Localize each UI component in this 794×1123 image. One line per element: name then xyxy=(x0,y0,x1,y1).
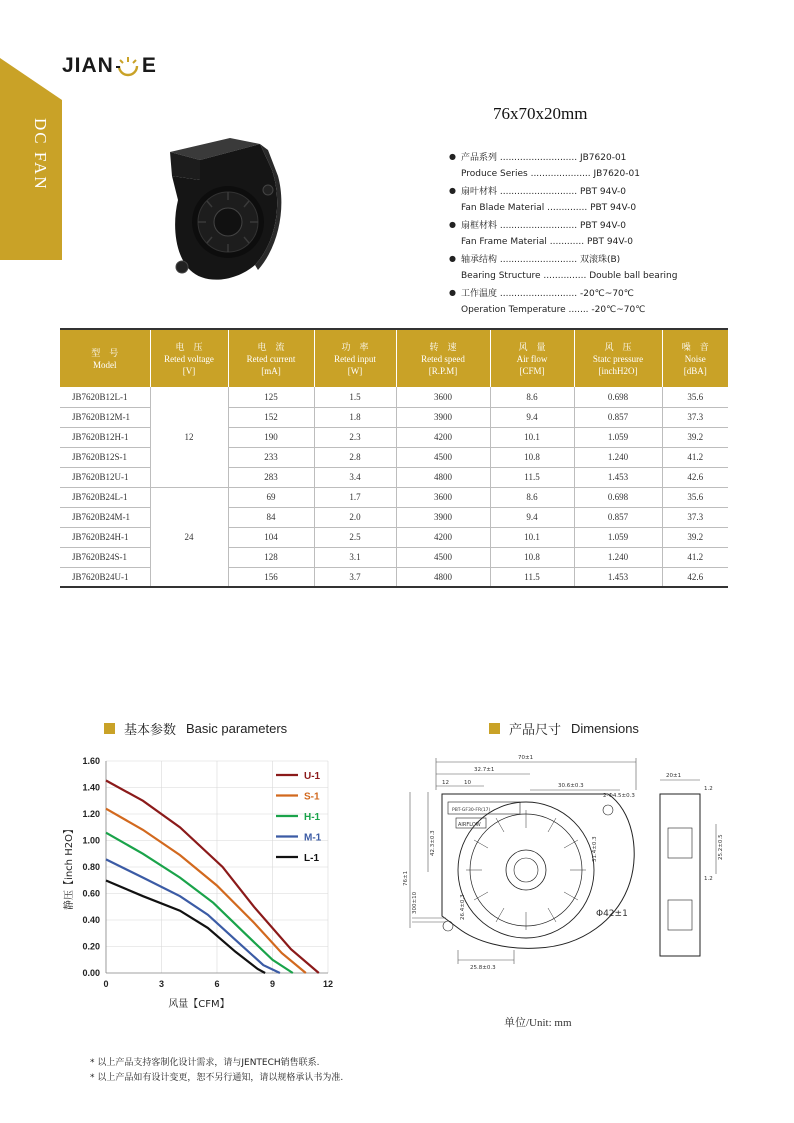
spec-row xyxy=(449,148,699,165)
header-line: 风 压 xyxy=(604,341,632,352)
cell-flow: 10.1 xyxy=(490,427,574,447)
airflow-label: AIRFLOW xyxy=(458,822,481,828)
cell-power: 3.4 xyxy=(314,467,396,487)
cell-flow: 9.4 xyxy=(490,507,574,527)
header-line: [inchH2O] xyxy=(598,365,638,376)
series-line-H-1 xyxy=(106,833,293,973)
spec-row xyxy=(449,199,699,216)
header-line: Reted voltage xyxy=(164,353,214,364)
series-line-L-1 xyxy=(106,881,265,974)
y-tick-label: 1.60 xyxy=(82,756,100,766)
footnote-2: * 以上产品如有设计变更，恕不另行通知，请以规格承认书为准. xyxy=(90,1073,344,1083)
dim-w1: 32.7±1 xyxy=(474,767,495,773)
cell-speed: 4500 xyxy=(396,447,490,467)
cell-noise: 42.6 xyxy=(662,467,728,487)
table-row xyxy=(60,387,728,407)
dim-width: 70±1 xyxy=(518,755,534,761)
dim-w2: 10 xyxy=(464,780,471,786)
spec-text: 轴承结构 ........................... 双滚珠(B) xyxy=(461,255,621,265)
footnotes xyxy=(90,1056,343,1086)
cell-power: 1.8 xyxy=(314,407,396,427)
legend-label: L-1 xyxy=(304,853,319,864)
dim-bottom: 25.8±0.3 xyxy=(470,965,496,971)
dim-lead: 300±10 xyxy=(412,891,418,914)
cell-current: 233 xyxy=(228,447,314,467)
spec-text: Bearing Structure ............... Double ball bearing xyxy=(461,270,678,281)
cell-model: JB7620B12U-1 xyxy=(60,467,150,487)
cell-flow: 11.5 xyxy=(490,567,574,587)
dim-h-low: 26.4±0.3 xyxy=(460,894,466,920)
legend-label: U-1 xyxy=(304,771,321,782)
cell-noise: 37.3 xyxy=(662,407,728,427)
spec-row xyxy=(449,284,699,301)
table-header-cell xyxy=(490,329,574,387)
footnote-1: * 以上产品支持客制化设计需求，请与JENTECH销售联系. xyxy=(90,1058,320,1068)
brand-logo xyxy=(62,54,157,78)
cell-model: JB7620B24L-1 xyxy=(60,487,150,507)
table-header-cell xyxy=(396,329,490,387)
cell-speed: 4200 xyxy=(396,527,490,547)
cell-model: JB7620B24U-1 xyxy=(60,567,150,587)
x-tick-label: 9 xyxy=(269,979,276,989)
dim-dia: Φ42±1 xyxy=(596,909,628,919)
dim-h-left: 42.3±0.3 xyxy=(430,830,436,856)
cell-pressure: 1.240 xyxy=(574,447,662,467)
cell-pressure: 1.240 xyxy=(574,547,662,567)
bullet-dot-icon: ● xyxy=(449,254,456,263)
cell-model: JB7620B24S-1 xyxy=(60,547,150,567)
header-line: 转 速 xyxy=(429,341,457,352)
bullet-square-icon xyxy=(104,723,115,734)
cell-noise: 41.2 xyxy=(662,547,728,567)
legend-label: H-1 xyxy=(304,812,321,823)
cell-pressure: 1.453 xyxy=(574,467,662,487)
table-header-cell xyxy=(574,329,662,387)
spec-text: 扇框材料 ........................... PBT 94V-0 xyxy=(461,221,626,231)
cell-current: 125 xyxy=(228,387,314,407)
dim-w3: 12 xyxy=(442,780,449,786)
y-tick-label: 1.20 xyxy=(82,809,100,819)
y-tick-label: 1.00 xyxy=(82,835,100,846)
dim-side2: 25.2±0.5 xyxy=(718,834,724,860)
cell-flow: 10.1 xyxy=(490,527,574,547)
spec-text: 产品系列 ........................... JB7620-01 xyxy=(461,153,627,163)
header-line: [R.P.M] xyxy=(428,365,458,376)
x-axis-label: 风量【CFM】 xyxy=(168,999,230,1010)
legend-label: S-1 xyxy=(304,791,320,803)
bullet-dot-icon: ● xyxy=(449,288,456,297)
cell-flow: 11.5 xyxy=(490,467,574,487)
cell-power: 1.5 xyxy=(314,387,396,407)
cell-model: JB7620B24H-1 xyxy=(60,527,150,547)
cell-model: JB7620B12L-1 xyxy=(60,387,150,407)
spec-text: Produce Series ..................... JB7620-01 xyxy=(461,168,640,179)
cell-flow: 10.8 xyxy=(490,547,574,567)
header-line: Reted input xyxy=(334,353,376,364)
cell-noise: 39.2 xyxy=(662,527,728,547)
dimension-drawing xyxy=(398,750,728,975)
cell-speed: 4200 xyxy=(396,427,490,447)
spec-row xyxy=(449,267,699,284)
cell-speed: 4500 xyxy=(396,547,490,567)
cell-pressure: 0.857 xyxy=(574,507,662,527)
cell-speed: 3900 xyxy=(396,407,490,427)
cell-flow: 8.6 xyxy=(490,487,574,507)
header-line: [dBA] xyxy=(683,365,707,376)
header-line: 噪 音 xyxy=(681,341,709,352)
header-line: [V] xyxy=(182,365,196,376)
y-tick-label: 0.80 xyxy=(82,862,100,872)
spec-row xyxy=(449,233,699,250)
y-tick-label: 0.40 xyxy=(82,915,100,925)
header-line: Noise xyxy=(684,353,706,364)
spec-row xyxy=(449,216,699,233)
series-line-M-1 xyxy=(106,859,280,973)
spec-table xyxy=(60,328,728,588)
cell-power: 2.3 xyxy=(314,427,396,447)
table-header-cell xyxy=(228,329,314,387)
section-basic-parameters xyxy=(104,719,287,738)
dim-h-mid: 31.4±0.3 xyxy=(592,836,598,862)
cell-pressure: 1.059 xyxy=(574,527,662,547)
x-tick-label: 3 xyxy=(158,979,165,989)
cell-power: 2.5 xyxy=(314,527,396,547)
cell-speed: 4800 xyxy=(396,567,490,587)
cell-speed: 4800 xyxy=(396,467,490,487)
cell-current: 128 xyxy=(228,547,314,567)
dim-side1: 1.2 xyxy=(704,786,713,792)
dim-holes: 2-Φ4.5±0.3 xyxy=(603,793,635,799)
y-axis-label: 静压【inch H2O】 xyxy=(64,824,75,910)
cell-current: 152 xyxy=(228,407,314,427)
frame-label: PBT-GF30-FR(17) xyxy=(452,808,491,813)
cell-voltage: 12 xyxy=(150,387,228,487)
series-line-U-1 xyxy=(106,781,319,974)
table-row xyxy=(60,487,728,507)
bullet-square-icon xyxy=(489,723,500,734)
header-line: [mA] xyxy=(261,365,281,376)
section-dims-cn: 产品尺寸 xyxy=(509,723,562,738)
series-line-S-1 xyxy=(106,809,306,973)
cell-current: 104 xyxy=(228,527,314,547)
sun-icon xyxy=(115,55,141,77)
dim-depth: 20±1 xyxy=(666,773,682,779)
header-line: [W] xyxy=(347,365,363,376)
side-label: DC FAN xyxy=(31,118,50,191)
cell-pressure: 0.698 xyxy=(574,487,662,507)
cell-flow: 10.8 xyxy=(490,447,574,467)
cell-noise: 39.2 xyxy=(662,427,728,447)
cell-flow: 8.6 xyxy=(490,387,574,407)
section-basic-cn: 基本参数 xyxy=(124,723,177,738)
cell-noise: 42.6 xyxy=(662,567,728,587)
dim-side3: 1.2 xyxy=(704,876,713,882)
x-tick-label: 12 xyxy=(322,979,334,989)
legend-label: M-1 xyxy=(304,832,322,844)
cell-pressure: 0.698 xyxy=(574,387,662,407)
header-line: Statc pressure xyxy=(592,353,644,364)
header-line: 电 流 xyxy=(257,341,285,352)
header-line: 功 率 xyxy=(341,341,369,352)
cell-noise: 35.6 xyxy=(662,487,728,507)
spec-row xyxy=(449,301,699,318)
cell-model: JB7620B24M-1 xyxy=(60,507,150,527)
cell-voltage: 24 xyxy=(150,487,228,587)
unit-label: 单位/Unit: mm xyxy=(504,1017,572,1029)
x-tick-label: 6 xyxy=(214,979,220,989)
cell-noise: 37.3 xyxy=(662,507,728,527)
cell-power: 3.7 xyxy=(314,567,396,587)
dim-height: 76±1 xyxy=(403,870,409,886)
spec-list xyxy=(449,148,699,318)
table-header-cell xyxy=(662,329,728,387)
table-header-row xyxy=(60,329,728,387)
spec-text: 工作温度 ........................... -20℃~70℃ xyxy=(461,289,634,299)
header-line: Air flow xyxy=(516,353,548,364)
page-title: 76x70x20mm xyxy=(493,104,588,123)
y-tick-label: 0.20 xyxy=(82,941,100,952)
cell-current: 156 xyxy=(228,567,314,587)
header-line: 型 号 xyxy=(91,347,119,358)
header-line: 电 压 xyxy=(175,341,203,352)
table-header-cell xyxy=(314,329,396,387)
logo-text-right: E xyxy=(141,54,157,77)
cell-speed: 3600 xyxy=(396,387,490,407)
bullet-dot-icon: ● xyxy=(449,220,456,229)
cell-current: 69 xyxy=(228,487,314,507)
fan-product-image xyxy=(160,130,285,290)
cell-current: 190 xyxy=(228,427,314,447)
cell-flow: 9.4 xyxy=(490,407,574,427)
spec-row xyxy=(449,182,699,199)
header-line: Reted current xyxy=(246,353,296,364)
section-basic-en: Basic parameters xyxy=(186,721,288,736)
header-line: Model xyxy=(93,359,117,370)
cell-model: JB7620B12M-1 xyxy=(60,407,150,427)
y-tick-label: 0.00 xyxy=(82,968,100,978)
cell-power: 3.1 xyxy=(314,547,396,567)
spec-row xyxy=(449,250,699,267)
logo-text-left: JIAN xyxy=(62,54,114,77)
header-line: Reted speed xyxy=(421,353,465,364)
dim-w4: 30.6±0.3 xyxy=(558,783,584,789)
bullet-dot-icon: ● xyxy=(449,186,456,195)
cell-speed: 3600 xyxy=(396,487,490,507)
header-line: 风 量 xyxy=(518,341,546,352)
section-dimensions xyxy=(489,719,639,738)
cell-power: 2.0 xyxy=(314,507,396,527)
cell-model: JB7620B12H-1 xyxy=(60,427,150,447)
table-header-cell xyxy=(150,329,228,387)
cell-power: 1.7 xyxy=(314,487,396,507)
spec-row xyxy=(449,165,699,182)
pq-curve-chart xyxy=(58,745,348,1015)
cell-pressure: 0.857 xyxy=(574,407,662,427)
spec-text: 扇叶材料 ........................... PBT 94V-0 xyxy=(461,187,626,197)
spec-text: Fan Blade Material .............. PBT 94V-0 xyxy=(461,202,637,213)
y-tick-label: 0.60 xyxy=(82,888,100,899)
cell-pressure: 1.059 xyxy=(574,427,662,447)
y-tick-label: 1.40 xyxy=(82,782,100,793)
cell-noise: 35.6 xyxy=(662,387,728,407)
cell-pressure: 1.453 xyxy=(574,567,662,587)
header-line: [CFM] xyxy=(519,365,545,376)
table-header-cell xyxy=(60,329,150,387)
cell-speed: 3900 xyxy=(396,507,490,527)
spec-text: Fan Frame Material ............ PBT 94V-0 xyxy=(461,236,633,247)
cell-power: 2.8 xyxy=(314,447,396,467)
x-tick-label: 0 xyxy=(103,979,109,989)
bullet-dot-icon: ● xyxy=(449,152,456,161)
cell-model: JB7620B12S-1 xyxy=(60,447,150,467)
cell-current: 84 xyxy=(228,507,314,527)
section-dims-en: Dimensions xyxy=(571,721,639,736)
spec-text: Operation Temperature ....... -20℃~70℃ xyxy=(461,304,646,315)
cell-current: 283 xyxy=(228,467,314,487)
cell-noise: 41.2 xyxy=(662,447,728,467)
